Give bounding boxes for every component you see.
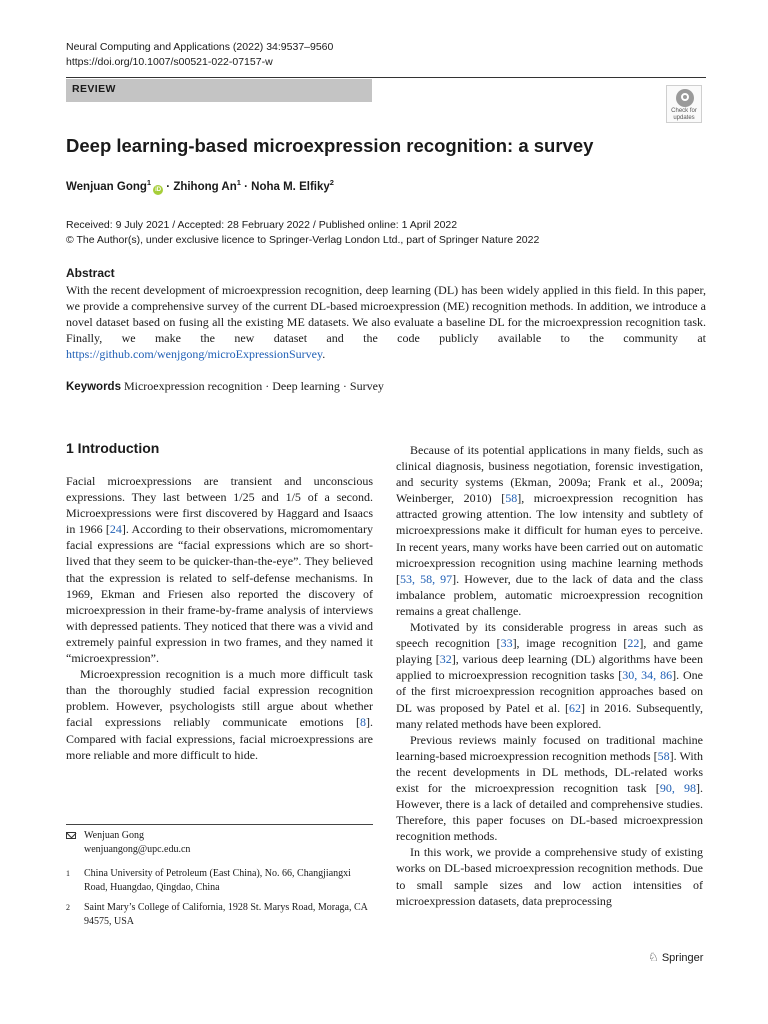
author-name[interactable]: · Zhihong An [163,180,237,193]
citation-link[interactable]: 22 [627,636,640,651]
journal-citation: Neural Computing and Applications (2022) 34:9537–9560 [66,41,334,53]
publisher-name: Springer [661,952,704,964]
updates-icon [676,89,694,107]
citation-link[interactable]: 33 [500,636,513,651]
dates-line: Received: 9 July 2021 / Accepted: 28 February 2022 / Published online: 1 April 2022 [66,219,458,231]
author-list [66,178,334,195]
citation-link[interactable]: 58 [505,491,518,506]
abstract-heading: Abstract [66,266,115,280]
left-column [66,473,373,763]
article-title: Deep learning-based microexpression recognition: a survey [66,135,594,156]
github-link[interactable]: https://github.com/wenjgong/microExpressionSurvey [66,347,323,361]
section-type-label: REVIEW [72,83,116,95]
citation-link[interactable]: 62 [569,700,582,715]
footnote-mark: 1 [66,869,70,878]
affiliation-footnote-2 [66,901,373,931]
abstract-text: With the recent development of microexpression recognition, deep learning (DL) has been widely applied in this field. In this paper, we provide a comprehensive survey of the current DL-based microexpression (ME) recognition methods. In addition, we introduce a novel dataset based on fusing all the existing ME datasets. We also evaluate a baseline DL for the microexpression recognition task. Finally, we make the new dataset and the code publicly available to the community at https://github.com/wenjgong/microExpressionSurvey. [66,283,706,361]
check-for-updates-badge[interactable] [666,85,702,123]
footnote-rule [66,824,373,825]
springer-horse-icon: ♘ [648,950,659,964]
author-name[interactable]: · Noha M. Elfiky [240,180,330,193]
paragraph: Previous reviews mainly focused on traditional machine learning-based microexpression recognition methods [58]. With the recent developments in DL methods, DL-related works exist for the microexpression recognition task [90, 98]. However, there is a lack of detailed and comprehensive studies. Therefore, this paper focuses on DL-based microexpression recognition methods. [396,732,704,844]
citation-link[interactable]: 53, 58, 97 [400,571,453,586]
check-for-updates-label: Check for updates [671,108,697,121]
publisher-logo [648,950,703,964]
citation-link[interactable]: 30, 34, 86 [622,668,673,683]
keywords-heading: Keywords [66,381,121,393]
journal-header [66,40,333,70]
citation-link[interactable]: 32 [439,652,452,667]
keywords [66,379,384,394]
paragraph: Because of its potential applications in many fields, such as clinical diagnosis, business negotiation, forensic investigation, and security systems (Ekman, 2009a; Frank et al., 2009a; Weinberger, 2010) [58], microexpression recognition has attracted growing attention. The low intensity and subtlety of microexpressions make it difficult for human eyes to perceive. In recent years, many works have been carried out on automatic microexpression recognition using machine learning methods [53, 58, 97]. However, due to the lack of data and the class imbalance problem, automatic microexpression recognition remains a great challenge. [396,443,703,618]
paragraph: Microexpression recognition is a much more difficult task than the thoroughly studied facial expression recognition problem. However, psychologists still argue about whether facial expressions reliably communicate emotions [8]. Compared with facial expressions, facial microexpressions are more reliable and more difficult to hide. [66,667,373,762]
copyright-line: © The Author(s), under exclusive licence to Springer-Verlag London Ltd., part of Springer Nature 2022 [66,234,540,246]
header-rule [66,77,706,78]
citation-link[interactable]: 90, 98 [659,780,697,795]
paragraph: Facial microexpressions are transient and unconscious expressions. They last between 1/25 and 1/5 of a second. Microexpressions were first discovered by Haggard and Isaacs in 1966 [24]. According to their observations, micromomentary facial expressions are “facial expressions which are so short-lived that they seem to be quicker-than-the-eye”. They believed that the expression is related to self-defense mechanisms. In 1969, Ekman and Friesen also reported the discovery of microexpression in their frame-by-frame analysis of interviews with depressed patients. They noticed that there was a vivid and extremely painful expression in two frames, and they named it “microexpression”. [66,474,373,666]
affiliation-mark: 1 [146,178,152,187]
affiliation-footnote-1 [66,867,373,897]
citation-link[interactable]: 24 [109,522,122,537]
corresponding-author-email[interactable]: wenjuangong@upc.edu.cn [84,844,191,855]
publication-history [66,218,539,248]
section-heading: 1 Introduction [66,440,160,456]
footnote-mark: 2 [66,903,70,912]
citation-link[interactable]: 8 [360,715,366,730]
author-name[interactable]: Wenjuan Gong [66,180,147,193]
corresponding-author-name: Wenjuan Gong [84,830,145,841]
citation-link[interactable]: 58 [657,748,670,763]
affiliation-mark: 2 [329,178,334,187]
corresponding-author-note [66,829,373,859]
right-column [396,442,703,909]
keywords-text: Microexpression recognition · Deep learning · Survey [123,379,384,393]
affiliation-mark: 1 [236,178,241,187]
paragraph: Motivated by its considerable progress in areas such as speech recognition [33], image recognition [22], and game playing [32], various deep learning (DL) algorithms have been applied to microexpression recognition tasks [30, 34, 86]. One of the first microexpression recognition approaches based on DL was proposed by Patel et al. [62] in 2016. Subsequently, many related methods have been explored. [396,620,704,731]
doi-link[interactable]: https://doi.org/10.1007/s00521-022-07157-w [66,56,273,68]
orcid-icon[interactable]: iD [155,186,162,193]
paragraph: In this work, we provide a comprehensive study of existing works on DL-based microexpression recognition methods. Due to small sample sizes and low action intensities of microexpression datasets, data preprocessing [396,845,703,908]
affiliation-text: Saint Mary’s College of California, 1928 St. Marys Road, Moraga, CA 94575, USA [84,902,368,927]
envelope-icon [66,829,76,843]
affiliation-text: China University of Petroleum (East China), No. 66, Changjiangxi Road, Huangdao, Qingdao, China [84,868,351,893]
